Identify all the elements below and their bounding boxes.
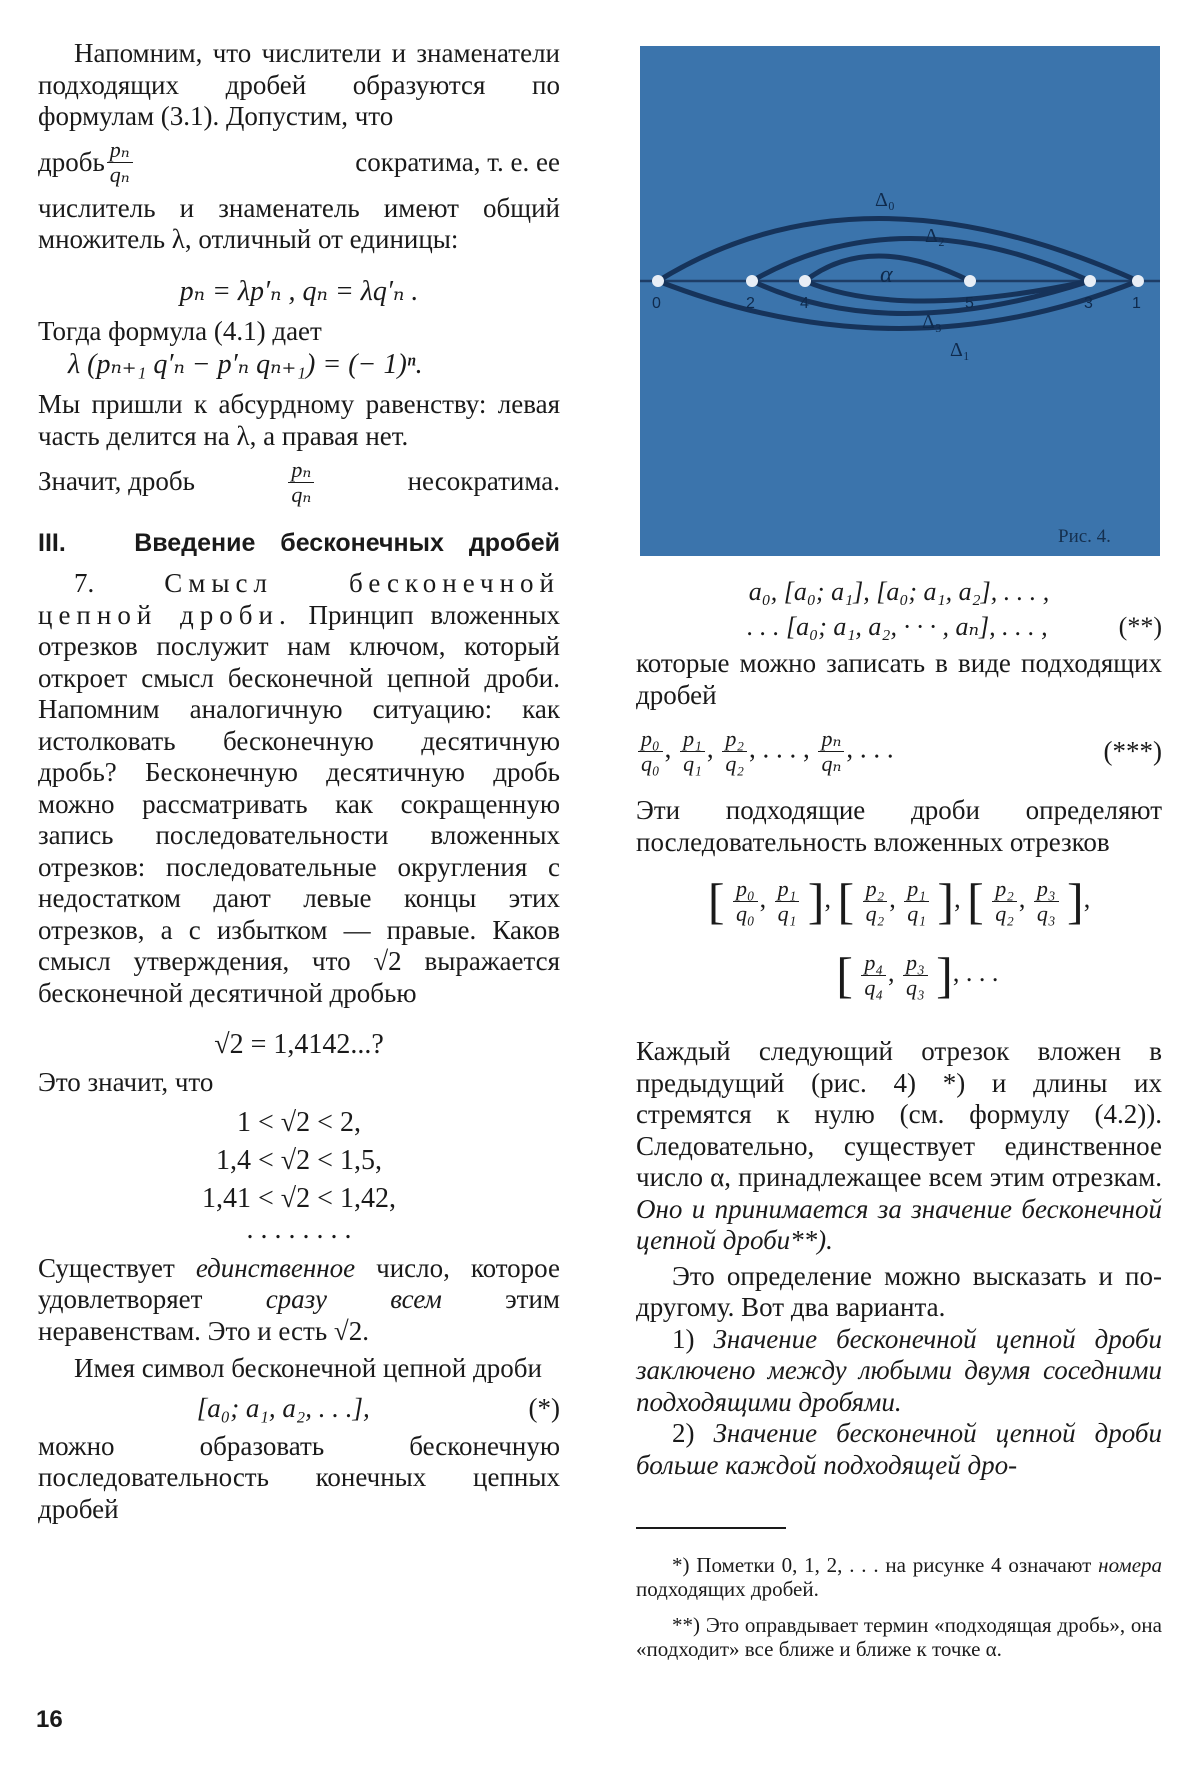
footnote-2: **) Это оправдывает термин «подходящая дробь», она «подходит» все ближе и ближе к точке α. bbox=[636, 1613, 1162, 1661]
left-column bbox=[38, 0, 560, 1525]
point-label-3: 3 bbox=[1084, 295, 1093, 312]
alpha-label: α bbox=[880, 262, 893, 288]
arc-label-delta-0: Δ₀ bbox=[875, 189, 895, 211]
paragraph-absurd: Мы пришли к абсурдному равенству: левая часть делится на λ, а правая нет. bbox=[38, 389, 560, 451]
interval-row-2: [ $\frac{\text{p₄}}{\text{q₄}}$ , $\frac{\text{p₃}}{\text{q₃}}$ ], . . . bbox=[836, 947, 999, 1003]
equation-sqrt2: √2 = 1,4142...? bbox=[214, 1029, 384, 1060]
fraction-p1-q1: $\frac{\text{p₁}}{\text{q₁}}$ bbox=[680, 727, 705, 776]
interval-row-1: [ $\frac{\text{p₀}}{\text{q₀}}$ , $\frac{\text{p₁}}{\text{q₁}}$ ], [ $\frac{\text{p₂}}{\text{q₂}}$ , $\frac{\text{p₁}}{\text{q₁}}$ ], [ $\frac{\text{p₂}}{\text{q₂}}$ , $\frac{\text{p₃}}{\text{q₃}}$ ], bbox=[707, 873, 1091, 929]
paragraph-definition-other: Это определение можно высказать и по-другому. Вот два варианта. bbox=[636, 1260, 1162, 1322]
arc-delta-3 bbox=[805, 281, 1090, 301]
equation-absurd: λ (pₙ₊₁ q′ₙ − p′ₙ qₙ₊₁) = (− 1)ⁿ. bbox=[68, 349, 423, 380]
paragraph-symbol: Имея символ бесконечной цепной дроби bbox=[74, 1353, 542, 1383]
paragraph-then-formula: Тогда формула (4.1) дает bbox=[38, 315, 322, 346]
point-label-4: 4 bbox=[800, 295, 809, 312]
section-heading: III. Введение бесконечных дробей bbox=[38, 529, 560, 557]
arc-label-delta-2: Δ₂ bbox=[925, 225, 945, 247]
paragraph-this-means: Это значит, что bbox=[38, 1067, 214, 1097]
fraction-p2-q2: $\frac{\text{p₂}}{\text{q₂}}$ bbox=[722, 727, 747, 776]
paragraph-reducible: дробь $\frac{\text{pₙ}}{\text{qₙ}}$ сократима, т. е. ее bbox=[38, 137, 560, 187]
inequality-3: 1,41 < √2 < 1,42, bbox=[202, 1182, 396, 1214]
point-3 bbox=[1084, 275, 1096, 287]
paragraph-write-as-convergents: которые можно записать в виде подходящих дробей bbox=[636, 648, 1162, 710]
footnote-1: *) Пометки 0, 1, 2, . . . на рисунке 4 означают номера подходящих дробей. bbox=[636, 1553, 1163, 1601]
paragraph-common-factor: числитель и знаменатель имеют общий множитель λ, отличный от единицы: bbox=[38, 192, 560, 254]
point-label-0: 0 bbox=[652, 295, 661, 312]
figure-svg bbox=[640, 46, 1160, 556]
fraction-pn-qn: $\frac{\text{pₙ}}{\text{qₙ}}$ bbox=[107, 138, 133, 187]
equation-factorization: pₙ = λp′ₙ , qₙ = λq′ₙ . bbox=[179, 275, 419, 307]
paragraph-meaning: 7. Смысл бесконечной цепной дроби. Принцип вложенных отрезков послужит нам ключом, который откроет смысл бесконечной цепной дроби. Напомним аналогичную ситуацию: как истолковать бесконечную десятичную дробь? Бесконечную десятичную дробь можно рассматривать как сокращенную запись последовательности вложенных отрезков: последовательные округления с недостатком дают левые концы этих отрезков, а с избытком — правые. Каков смысл утверждения, что √2 выражается бесконечной десятичной дробью bbox=[38, 568, 561, 1008]
inequality-dots: . . . . . . . . bbox=[246, 1213, 352, 1245]
figure-caption: Рис. 4. bbox=[1058, 526, 1111, 547]
paragraph-variant-1: 1) Значение бесконечной цепной дроби заключено между любыми двумя соседними подходящими дробями. bbox=[636, 1323, 1163, 1417]
footnote-rule bbox=[636, 1527, 786, 1529]
inequality-1: 1 < √2 < 2, bbox=[237, 1106, 361, 1138]
paragraph-sequence: можно образовать бесконечную последовательность конечных цепных дробей bbox=[38, 1430, 560, 1524]
paragraph-variant-2: 2) Значение бесконечной цепной дроби больше каждой подходящей дро- bbox=[636, 1418, 1163, 1480]
equation-sequence-line2: . . . [a₀; a₁, a₂, · · · , aₙ], . . . , (**) bbox=[747, 612, 1162, 641]
arc-label-delta-3: Δ₃ bbox=[922, 311, 942, 333]
point-2 bbox=[746, 275, 758, 287]
equation-sequence-line1: a₀, [a₀; a₁], [a₀; a₁, a₂], . . . , bbox=[748, 577, 1050, 606]
point-1 bbox=[1132, 275, 1144, 287]
point-5 bbox=[964, 275, 976, 287]
paragraph-each-nested: Каждый следующий отрезок вложен в предыдущий (рис. 4) *) и длины их стремятся к нулю (см. формулу (4.2)). Следовательно, существует единственное число α, принадлежащее всем этим отрезкам. Оно и принимается за значение бесконечной цепной дроби**). bbox=[636, 1036, 1162, 1255]
paragraph-irreducible: Значит, дробь $\frac{\text{pₙ}}{\text{qₙ}}$ несократима. bbox=[38, 456, 560, 507]
point-label-2: 2 bbox=[746, 295, 755, 312]
point-0 bbox=[652, 275, 664, 287]
fraction-pn-qn-2: $\frac{\text{pₙ}}{\text{qₙ}}$ bbox=[288, 458, 314, 507]
point-label-1: 1 bbox=[1132, 295, 1141, 312]
paragraph-numerators: Напомним, что числители и знаменатели подходящих дробей образуются по формулам (3.1). Допустим, что bbox=[38, 38, 560, 131]
point-label-5: 5 bbox=[965, 295, 974, 312]
paragraph-unique: Существует единственное число, которое удовлетворяет сразу всем этим неравенствам. Это и есть √2. bbox=[38, 1252, 560, 1346]
equation-infinite-cf: [a₀; a₁, a₂, . . .], (*) bbox=[196, 1392, 560, 1423]
arc-label-delta-1: Δ₁ bbox=[950, 339, 970, 361]
equation-convergents: $\frac{\text{p₀}}{\text{q₀}}$ , $\frac{\text{p₁}}{\text{q₁}}$ , $\frac{\text{p₂}}{\text{q₂}}$ , . . . , $\frac{\text{pₙ}}{\text{qₙ}}$ , . . . (***) bbox=[636, 721, 1162, 781]
page-number: 16 bbox=[36, 1706, 63, 1733]
paragraph-nested-intervals: Эти подходящие дроби определяют последовательность вложенных отрезков bbox=[636, 795, 1162, 857]
fraction-pn-qn-seq: $\frac{\text{pₙ}}{\text{qₙ}}$ bbox=[818, 727, 844, 776]
figure-nested-intervals bbox=[640, 46, 1160, 556]
point-4 bbox=[799, 275, 811, 287]
right-column bbox=[636, 574, 1162, 1661]
inequality-2: 1,4 < √2 < 1,5, bbox=[216, 1144, 382, 1176]
fraction-p0-q0: $\frac{\text{p₀}}{\text{q₀}}$ bbox=[638, 727, 663, 776]
